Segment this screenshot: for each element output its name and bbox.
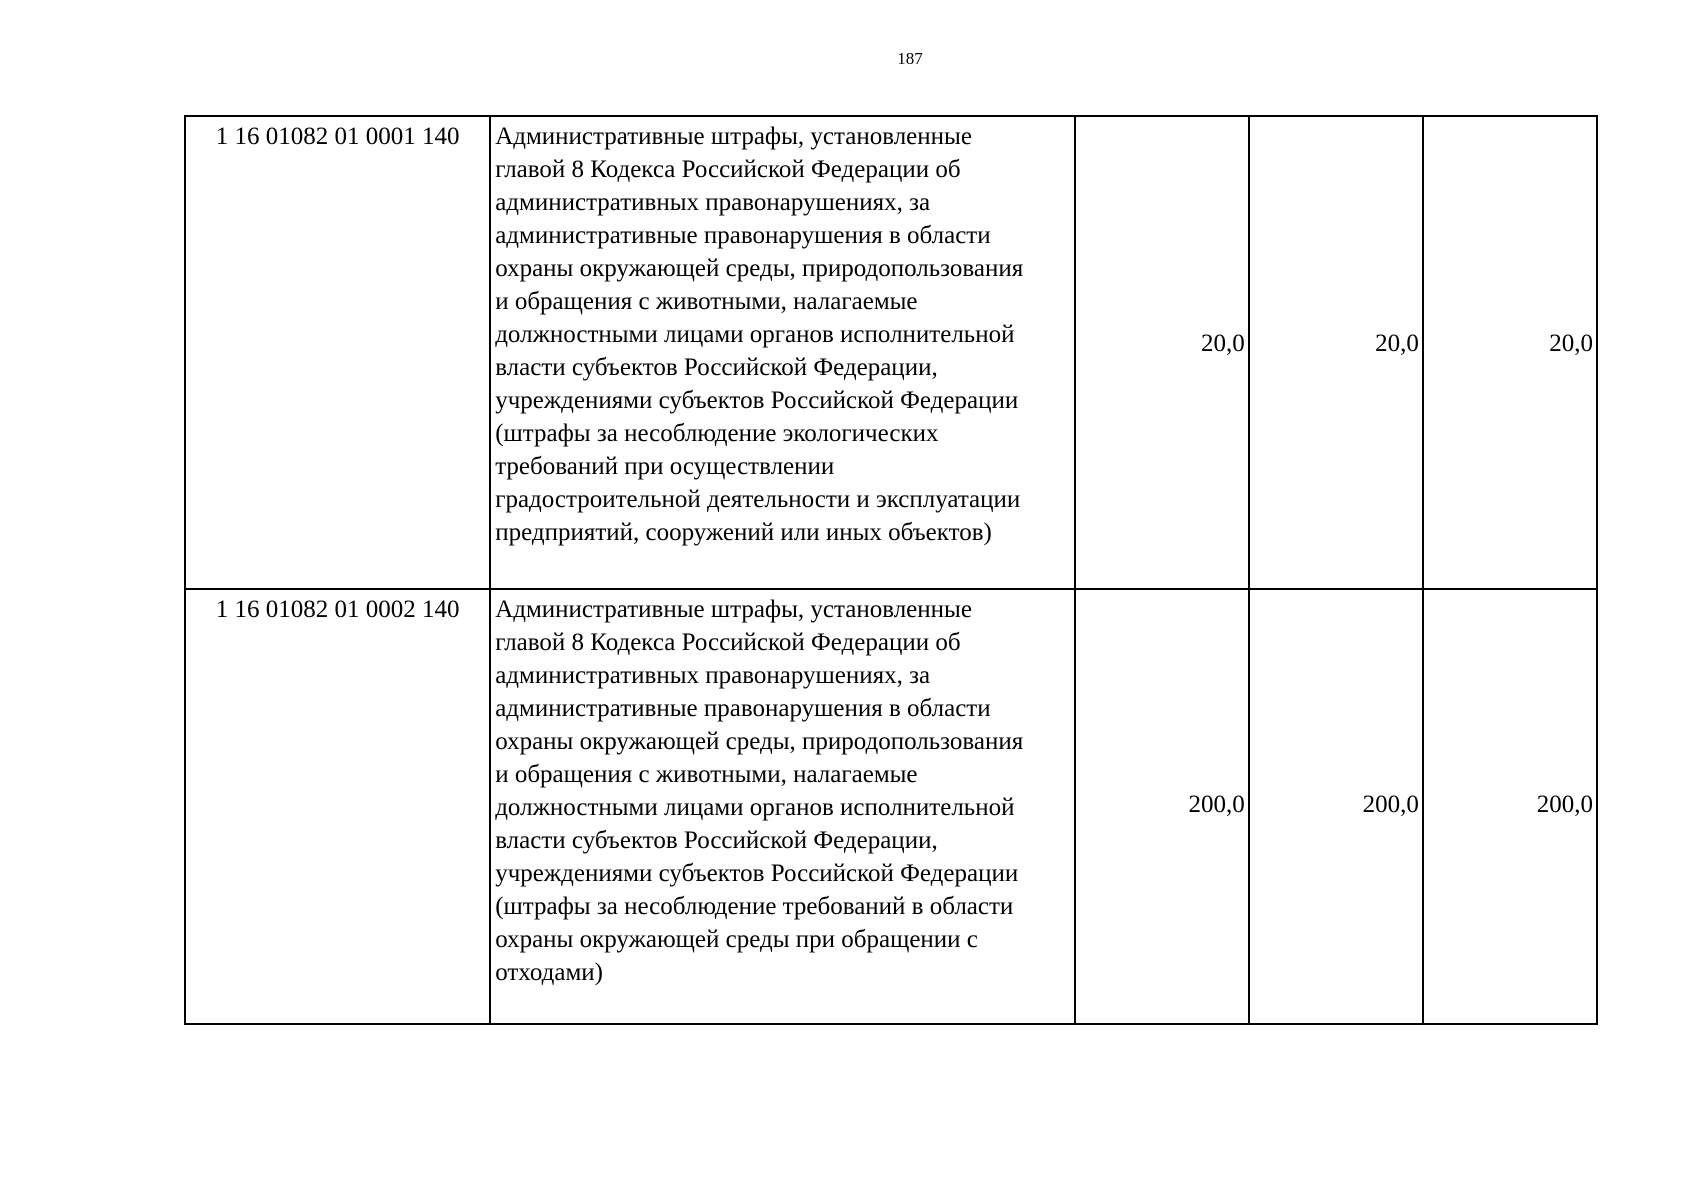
- description-line: административные правонарушения в области: [495, 695, 991, 722]
- description-line: административных правонарушениях, за: [495, 189, 931, 216]
- description-cell: [490, 116, 1074, 589]
- description-line: и обращения с животными, налагаемые: [495, 288, 918, 315]
- amount-cell: 200,0: [1249, 589, 1423, 1024]
- amount-cell: 20,0: [1423, 116, 1597, 589]
- amount-cell: 200,0: [1423, 589, 1597, 1024]
- description-line: охраны окружающей среды при обращении с: [495, 926, 978, 953]
- description-line: градостроительной деятельности и эксплуатации: [495, 486, 1021, 513]
- table-row: [185, 589, 1597, 1024]
- amount-cell: 20,0: [1249, 116, 1423, 589]
- budget-code-cell: 1 16 01082 01 0002 140: [185, 589, 490, 1024]
- description-line: (штрафы за несоблюдение требований в области: [495, 893, 1014, 920]
- description-line: (штрафы за несоблюдение экологических: [495, 420, 939, 447]
- description-line: должностными лицами органов исполнительной: [495, 794, 1015, 821]
- description-line: должностными лицами органов исполнительной: [495, 321, 1015, 348]
- description-line: власти субъектов Российской Федерации,: [495, 827, 938, 854]
- description-line: административные правонарушения в области: [495, 222, 991, 249]
- revenue-table: [184, 115, 1598, 1025]
- description-line: учреждениями субъектов Российской Федерации: [495, 387, 1019, 414]
- description-line: предприятий, сооружений или иных объектов): [495, 519, 992, 546]
- description-line: отходами): [495, 959, 603, 986]
- description-line: административных правонарушениях, за: [495, 662, 931, 689]
- amount-cell: 200,0: [1075, 589, 1249, 1024]
- description-line: Административные штрафы, установленные: [495, 123, 972, 150]
- description-cell: [490, 589, 1074, 1024]
- description-line: охраны окружающей среды, природопользования: [495, 728, 1024, 755]
- description-line: Административные штрафы, установленные: [495, 596, 972, 623]
- description-line: требований при осуществлении: [495, 453, 835, 480]
- amount-cell: 20,0: [1075, 116, 1249, 589]
- description-line: учреждениями субъектов Российской Федерации: [495, 860, 1019, 887]
- page-number: 187: [897, 49, 923, 68]
- description-line: главой 8 Кодекса Российской Федерации об: [495, 156, 961, 183]
- description-line: главой 8 Кодекса Российской Федерации об: [495, 629, 961, 656]
- budget-code-cell: 1 16 01082 01 0001 140: [185, 116, 490, 589]
- table-row: [185, 116, 1597, 589]
- description-line: и обращения с животными, налагаемые: [495, 761, 918, 788]
- description-line: власти субъектов Российской Федерации,: [495, 354, 938, 381]
- description-line: охраны окружающей среды, природопользования: [495, 255, 1024, 282]
